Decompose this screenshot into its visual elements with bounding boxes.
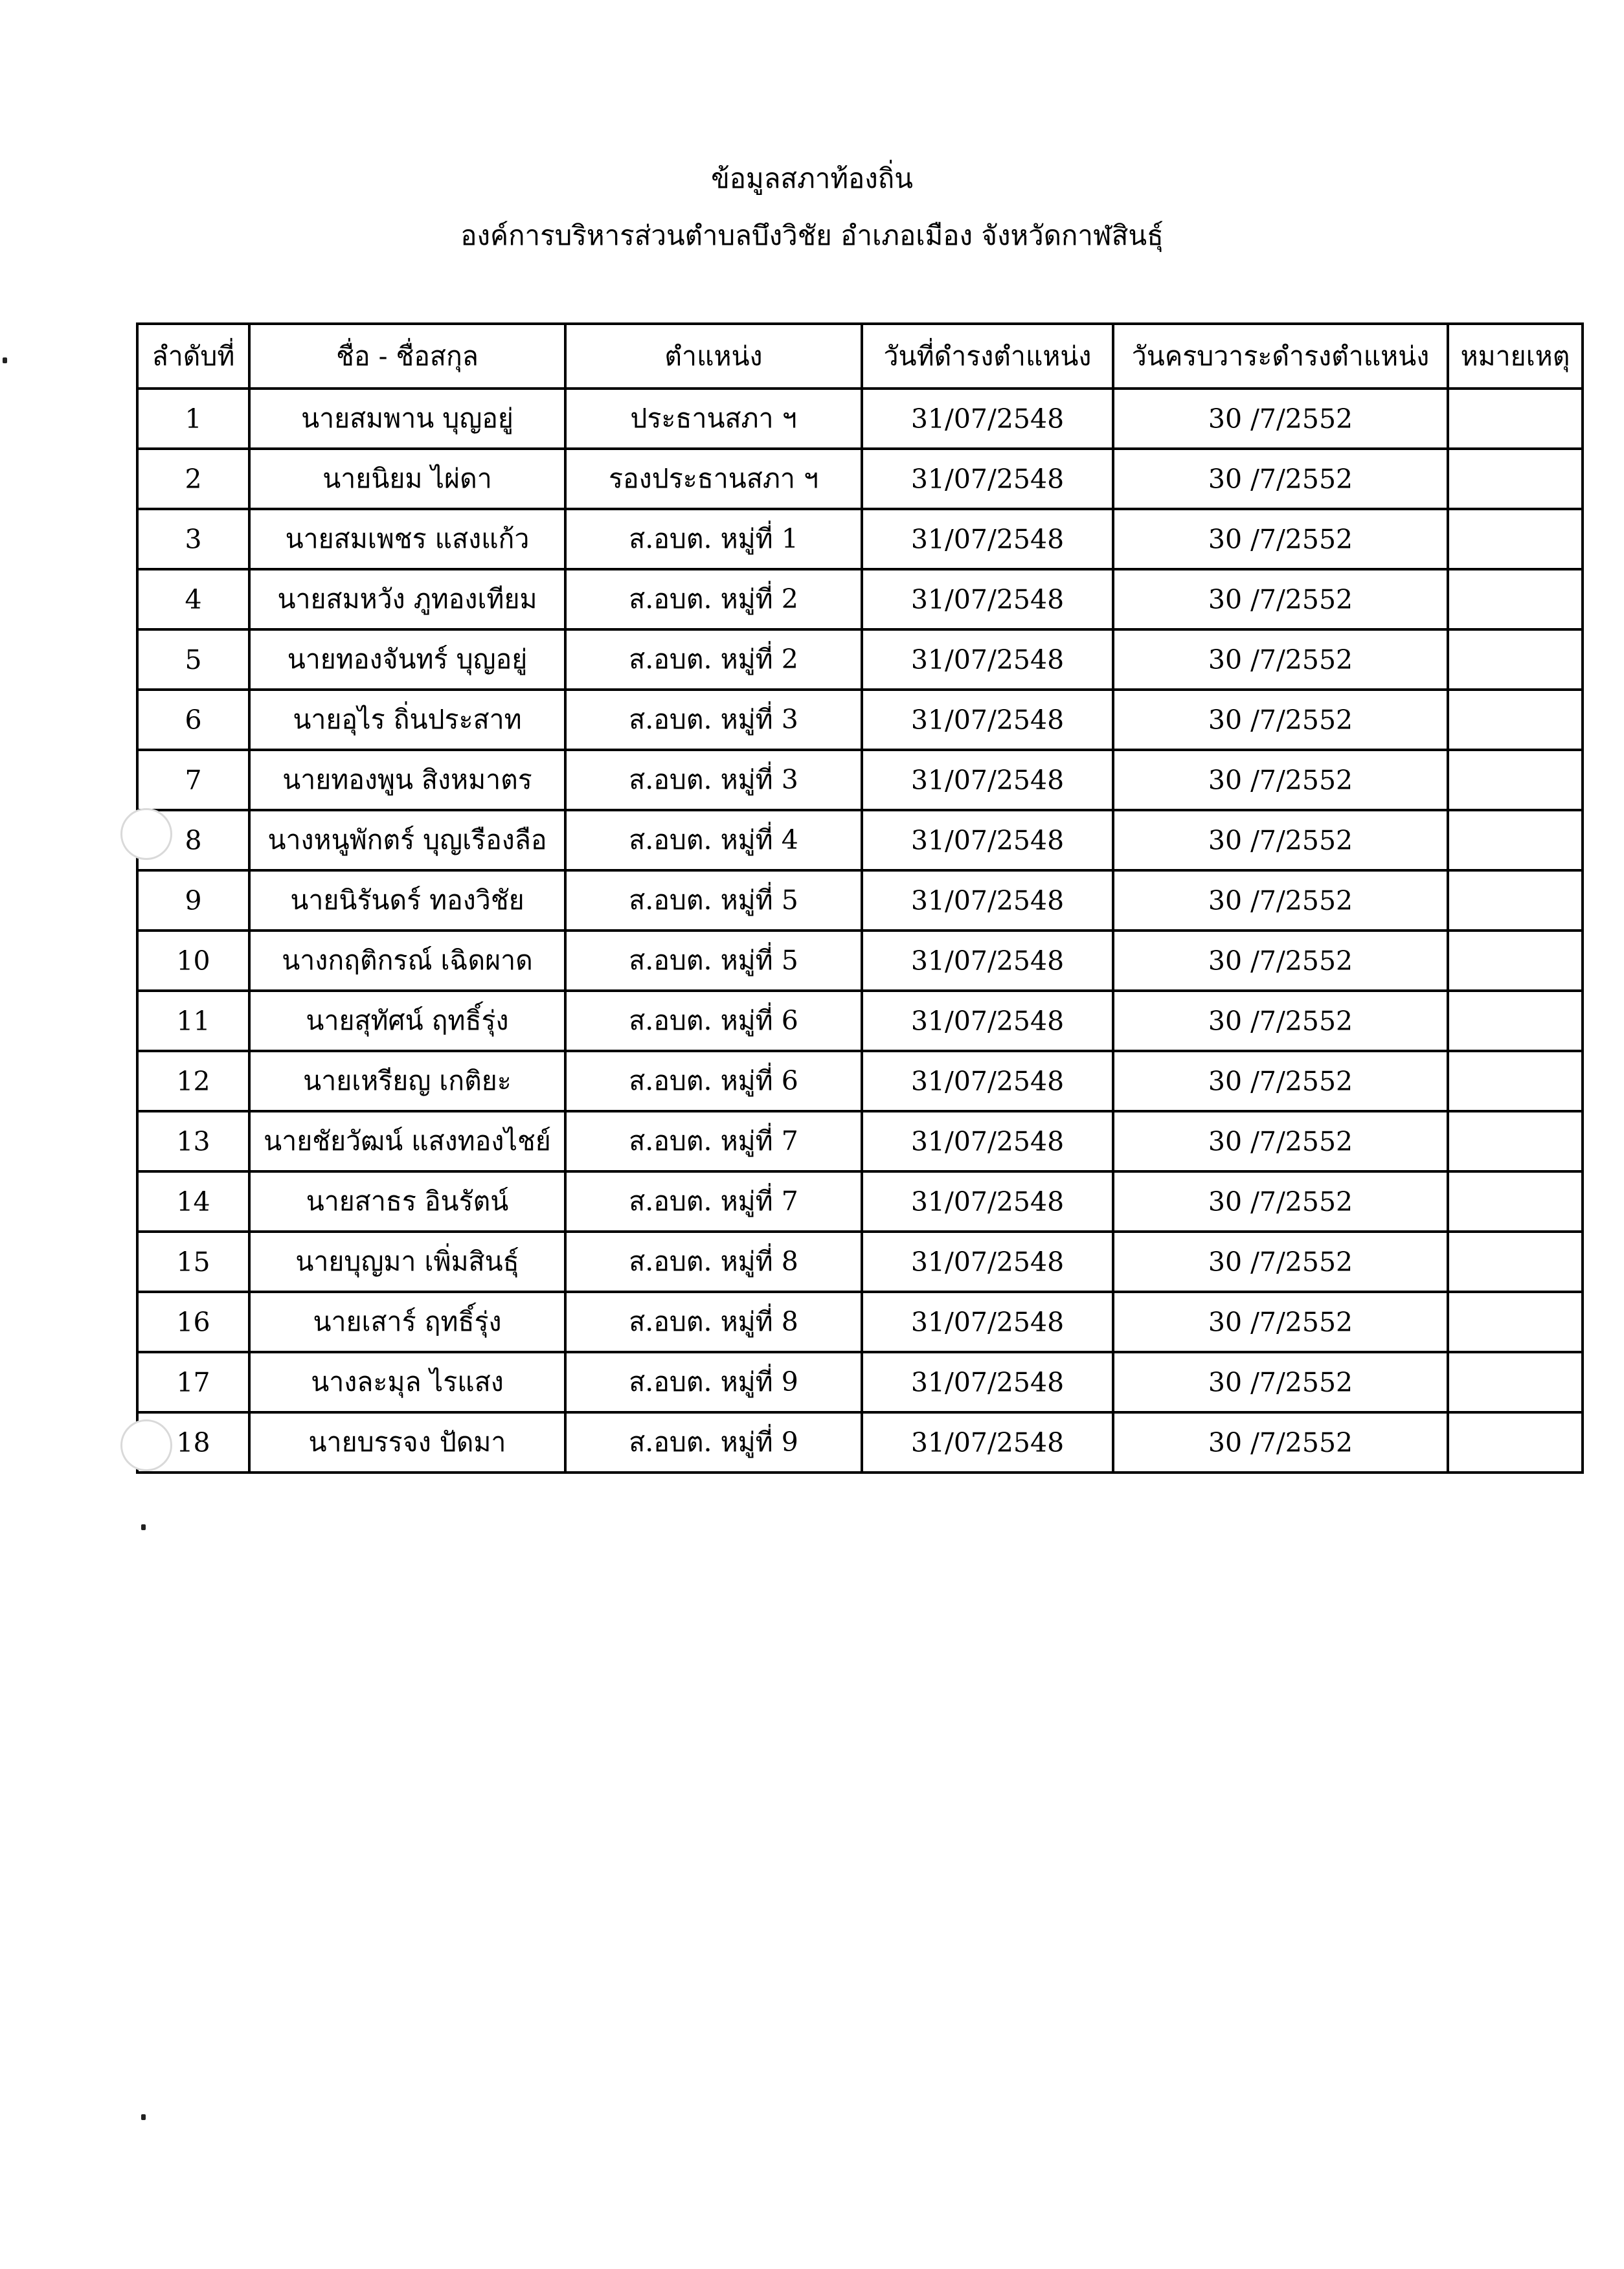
cell-name: นางหนูพักตร์ บุญเรืองลือ bbox=[249, 810, 565, 870]
cell-remarks bbox=[1448, 931, 1583, 991]
cell-order: 4 bbox=[137, 569, 249, 629]
cell-end-date: 30 /7/2552 bbox=[1113, 1412, 1448, 1473]
table-row bbox=[137, 449, 1583, 509]
column-header-position: ตำแหน่ง bbox=[565, 324, 862, 389]
cell-end-date: 30 /7/2552 bbox=[1113, 449, 1448, 509]
cell-order: 6 bbox=[137, 690, 249, 750]
cell-position: ส.อบต. หมู่ที่ 2 bbox=[565, 569, 862, 629]
cell-position: ส.อบต. หมู่ที่ 5 bbox=[565, 870, 862, 931]
cell-start-date: 31/07/2548 bbox=[862, 870, 1113, 931]
cell-position: ประธานสภา ฯ bbox=[565, 389, 862, 449]
cell-order: 14 bbox=[137, 1171, 249, 1232]
cell-remarks bbox=[1448, 1292, 1583, 1352]
cell-end-date: 30 /7/2552 bbox=[1113, 1111, 1448, 1171]
cell-position: ส.อบต. หมู่ที่ 6 bbox=[565, 1051, 862, 1111]
cell-start-date: 31/07/2548 bbox=[862, 1171, 1113, 1232]
cell-position: ส.อบต. หมู่ที่ 8 bbox=[565, 1292, 862, 1352]
cell-end-date: 30 /7/2552 bbox=[1113, 931, 1448, 991]
cell-order: 3 bbox=[137, 509, 249, 569]
cell-position: ส.อบต. หมู่ที่ 8 bbox=[565, 1232, 862, 1292]
cell-end-date: 30 /7/2552 bbox=[1113, 1352, 1448, 1412]
cell-start-date: 31/07/2548 bbox=[862, 1111, 1113, 1171]
cell-position: ส.อบต. หมู่ที่ 7 bbox=[565, 1111, 862, 1171]
cell-start-date: 31/07/2548 bbox=[862, 991, 1113, 1051]
cell-order: 10 bbox=[137, 931, 249, 991]
column-header-remarks: หมายเหตุ bbox=[1448, 324, 1583, 389]
cell-start-date: 31/07/2548 bbox=[862, 629, 1113, 690]
cell-remarks bbox=[1448, 1171, 1583, 1232]
cell-start-date: 31/07/2548 bbox=[862, 750, 1113, 810]
cell-start-date: 31/07/2548 bbox=[862, 690, 1113, 750]
cell-end-date: 30 /7/2552 bbox=[1113, 810, 1448, 870]
cell-remarks bbox=[1448, 870, 1583, 931]
cell-name: นายบุญมา เพิ่มสินธุ์ bbox=[249, 1232, 565, 1292]
cell-name: นายชัยวัฒน์ แสงทองไชย์ bbox=[249, 1111, 565, 1171]
cell-remarks bbox=[1448, 991, 1583, 1051]
cell-end-date: 30 /7/2552 bbox=[1113, 991, 1448, 1051]
table-row bbox=[137, 389, 1583, 449]
cell-start-date: 31/07/2548 bbox=[862, 1051, 1113, 1111]
cell-name: นายเหรียญ เกติยะ bbox=[249, 1051, 565, 1111]
cell-end-date: 30 /7/2552 bbox=[1113, 1232, 1448, 1292]
cell-order: 18 bbox=[137, 1412, 249, 1473]
column-header-name: ชื่อ - ชื่อสกุล bbox=[249, 324, 565, 389]
council-member-table bbox=[136, 322, 1584, 1474]
table-row bbox=[137, 509, 1583, 569]
cell-end-date: 30 /7/2552 bbox=[1113, 690, 1448, 750]
table-row bbox=[137, 931, 1583, 991]
cell-position: ส.อบต. หมู่ที่ 1 bbox=[565, 509, 862, 569]
table-row bbox=[137, 1111, 1583, 1171]
cell-remarks bbox=[1448, 1051, 1583, 1111]
cell-end-date: 30 /7/2552 bbox=[1113, 750, 1448, 810]
cell-name: นายสมหวัง ภูทองเทียม bbox=[249, 569, 565, 629]
cell-remarks bbox=[1448, 810, 1583, 870]
cell-order: 17 bbox=[137, 1352, 249, 1412]
column-header-order: ลำดับที่ bbox=[137, 324, 249, 389]
cell-remarks bbox=[1448, 389, 1583, 449]
cell-name: นายอุไร ถิ่นประสาท bbox=[249, 690, 565, 750]
cell-start-date: 31/07/2548 bbox=[862, 810, 1113, 870]
cell-name: นายนิรันดร์ ทองวิชัย bbox=[249, 870, 565, 931]
cell-position: ส.อบต. หมู่ที่ 4 bbox=[565, 810, 862, 870]
cell-remarks bbox=[1448, 629, 1583, 690]
cell-remarks bbox=[1448, 449, 1583, 509]
cell-position: ส.อบต. หมู่ที่ 6 bbox=[565, 991, 862, 1051]
cell-name: นางกฤติกรณ์ เฉิดผาด bbox=[249, 931, 565, 991]
cell-order: 9 bbox=[137, 870, 249, 931]
table-row bbox=[137, 1292, 1583, 1352]
table-row bbox=[137, 750, 1583, 810]
column-header-end-date: วันครบวาระดำรงตำแหน่ง bbox=[1113, 324, 1448, 389]
scan-speck bbox=[141, 1524, 146, 1530]
table-row bbox=[137, 1412, 1583, 1473]
document-subtitle: องค์การบริหารส่วนตำบลบึงวิชัย อำเภอเมือง จังหวัดกาฬสินธุ์ bbox=[460, 220, 1164, 251]
cell-position: ส.อบต. หมู่ที่ 9 bbox=[565, 1412, 862, 1473]
cell-name: นายนิยม ไผ่ดา bbox=[249, 449, 565, 509]
cell-start-date: 31/07/2548 bbox=[862, 1232, 1113, 1292]
table-row bbox=[137, 870, 1583, 931]
cell-position: รองประธานสภา ฯ bbox=[565, 449, 862, 509]
cell-order: 8 bbox=[137, 810, 249, 870]
table-row bbox=[137, 1352, 1583, 1412]
cell-end-date: 30 /7/2552 bbox=[1113, 1051, 1448, 1111]
table-body bbox=[137, 389, 1583, 1473]
cell-order: 2 bbox=[137, 449, 249, 509]
cell-position: ส.อบต. หมู่ที่ 2 bbox=[565, 629, 862, 690]
cell-start-date: 31/07/2548 bbox=[862, 509, 1113, 569]
table-row bbox=[137, 569, 1583, 629]
cell-end-date: 30 /7/2552 bbox=[1113, 389, 1448, 449]
cell-name: นายเสาร์ ฤทธิ์รุ่ง bbox=[249, 1292, 565, 1352]
cell-order: 5 bbox=[137, 629, 249, 690]
table-row bbox=[137, 690, 1583, 750]
cell-order: 16 bbox=[137, 1292, 249, 1352]
cell-name: นายบรรจง ปัดมา bbox=[249, 1412, 565, 1473]
cell-start-date: 31/07/2548 bbox=[862, 449, 1113, 509]
table-header bbox=[137, 324, 1583, 389]
scan-speck bbox=[141, 2114, 146, 2120]
cell-order: 11 bbox=[137, 991, 249, 1051]
cell-position: ส.อบต. หมู่ที่ 5 bbox=[565, 931, 862, 991]
cell-order: 1 bbox=[137, 389, 249, 449]
cell-order: 15 bbox=[137, 1232, 249, 1292]
cell-start-date: 31/07/2548 bbox=[862, 1292, 1113, 1352]
column-header-start-date: วันที่ดำรงตำแหน่ง bbox=[862, 324, 1113, 389]
cell-name: นายสมเพชร แสงแก้ว bbox=[249, 509, 565, 569]
cell-start-date: 31/07/2548 bbox=[862, 1412, 1113, 1473]
cell-remarks bbox=[1448, 690, 1583, 750]
cell-remarks bbox=[1448, 569, 1583, 629]
cell-start-date: 31/07/2548 bbox=[862, 389, 1113, 449]
cell-start-date: 31/07/2548 bbox=[862, 569, 1113, 629]
table-row bbox=[137, 1232, 1583, 1292]
cell-order: 13 bbox=[137, 1111, 249, 1171]
cell-name: นายทองพูน สิงหมาตร bbox=[249, 750, 565, 810]
cell-end-date: 30 /7/2552 bbox=[1113, 1171, 1448, 1232]
cell-remarks bbox=[1448, 1352, 1583, 1412]
table-row bbox=[137, 991, 1583, 1051]
cell-start-date: 31/07/2548 bbox=[862, 931, 1113, 991]
cell-name: นายสมพาน บุญอยู่ bbox=[249, 389, 565, 449]
table-row bbox=[137, 1051, 1583, 1111]
cell-remarks bbox=[1448, 509, 1583, 569]
cell-end-date: 30 /7/2552 bbox=[1113, 870, 1448, 931]
cell-remarks bbox=[1448, 1232, 1583, 1292]
table-header-row bbox=[137, 324, 1583, 389]
cell-end-date: 30 /7/2552 bbox=[1113, 569, 1448, 629]
cell-name: นายสาธร อินรัตน์ bbox=[249, 1171, 565, 1232]
punch-hole bbox=[120, 1419, 172, 1471]
document-title: ข้อมูลสภาท้องถิ่น bbox=[711, 163, 913, 194]
cell-end-date: 30 /7/2552 bbox=[1113, 509, 1448, 569]
table-row bbox=[137, 629, 1583, 690]
cell-remarks bbox=[1448, 750, 1583, 810]
cell-end-date: 30 /7/2552 bbox=[1113, 1292, 1448, 1352]
cell-position: ส.อบต. หมู่ที่ 9 bbox=[565, 1352, 862, 1412]
cell-order: 7 bbox=[137, 750, 249, 810]
cell-name: นายทองจันทร์ บุญอยู่ bbox=[249, 629, 565, 690]
cell-name: นายสุทัศน์ ฤทธิ์รุ่ง bbox=[249, 991, 565, 1051]
cell-order: 12 bbox=[137, 1051, 249, 1111]
cell-position: ส.อบต. หมู่ที่ 3 bbox=[565, 750, 862, 810]
cell-position: ส.อบต. หมู่ที่ 7 bbox=[565, 1171, 862, 1232]
cell-start-date: 31/07/2548 bbox=[862, 1352, 1113, 1412]
cell-position: ส.อบต. หมู่ที่ 3 bbox=[565, 690, 862, 750]
punch-hole bbox=[120, 808, 172, 860]
cell-end-date: 30 /7/2552 bbox=[1113, 629, 1448, 690]
table-row bbox=[137, 810, 1583, 870]
table-row bbox=[137, 1171, 1583, 1232]
cell-name: นางละมุล ไรแสง bbox=[249, 1352, 565, 1412]
scan-speck bbox=[3, 357, 7, 363]
cell-remarks bbox=[1448, 1412, 1583, 1473]
cell-remarks bbox=[1448, 1111, 1583, 1171]
